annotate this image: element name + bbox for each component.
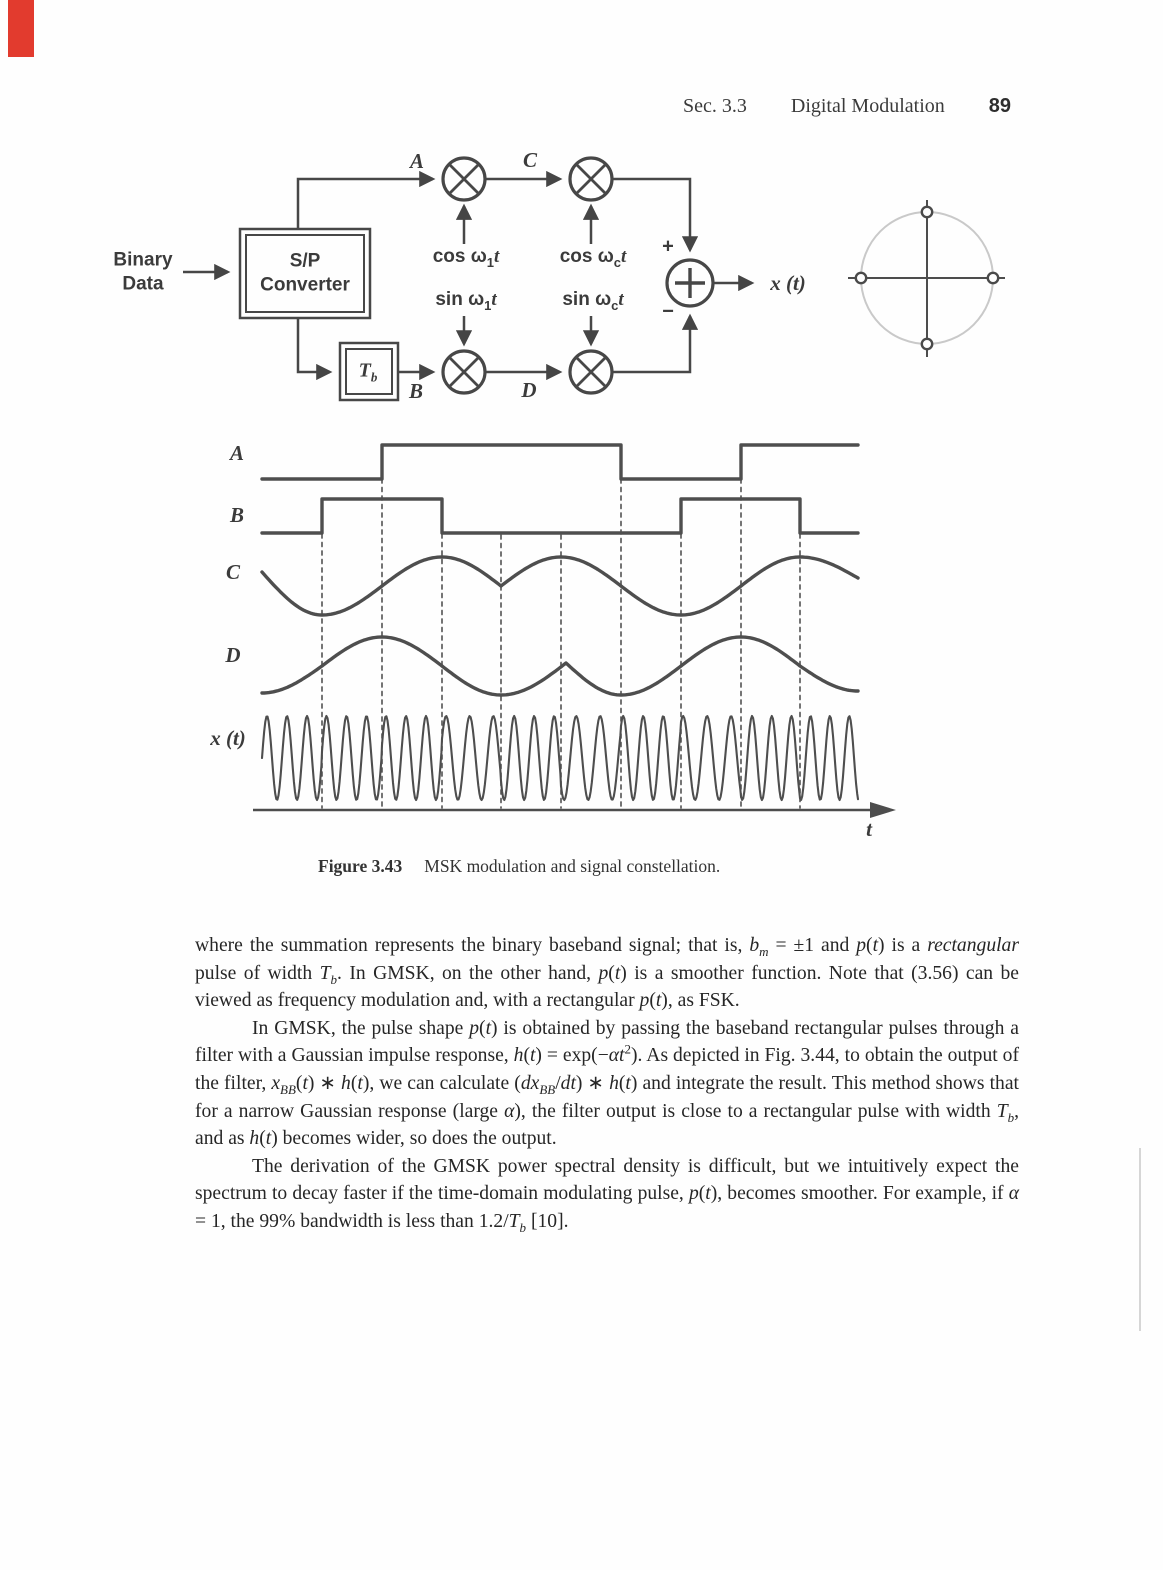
- carrier-wave-xt: [262, 716, 858, 800]
- to-summer-bottom: [612, 316, 690, 372]
- diagram-label-a: A: [409, 148, 425, 173]
- trace-label-xt: x (t): [210, 725, 246, 750]
- mixer-3-x: [449, 357, 479, 387]
- paragraph-1: where the summation represents the binary baseband signal; that is, $b_m = \pm 1$ and p(t) is a rectangular pulse of width $T_b$. In GMSK, on the other hand, p(t) is a smoother function. Note that (3.56) can be viewed as frequency modulation and, with a rectangular p(t), as FSK.: [195, 935, 1020, 1012]
- paragraph-3: The derivation of the GMSK power spectral density is difficult, but we intuitively expect the spectrum to decay faster if the time-domain modulating pulse, p(t), becomes smoother. For example, if α = 1, the 99% bandwidth is less than $1.2/T_b$ [10].: [195, 1155, 1019, 1235]
- smooth-wave-D: [262, 637, 858, 695]
- summer-minus-sign: −: [662, 300, 674, 323]
- figure-caption-number: Figure 3.43: [318, 856, 403, 876]
- sin-omegac-label: $\sin \omega_ct$: [562, 288, 624, 313]
- constellation-point-top: [922, 207, 932, 217]
- waveform-traces: [262, 445, 858, 808]
- sp-converter-label: S/P Converter: [260, 250, 350, 295]
- figure-caption: [318, 856, 720, 877]
- figure-caption-text: MSK modulation and signal constellation.: [424, 856, 721, 876]
- diagram-label-b: B: [408, 378, 424, 403]
- time-axis: [253, 802, 896, 818]
- square-wave-B: [262, 499, 858, 533]
- trace-label-b: B: [229, 502, 245, 527]
- square-wave-A: [262, 445, 858, 479]
- to-summer-top: [612, 179, 690, 250]
- constellation-axes: [848, 200, 1005, 357]
- trace-label-d: D: [225, 642, 241, 667]
- output-xt-label: x (t): [770, 270, 806, 295]
- constellation-point-bottom: [922, 339, 932, 349]
- trace-label-a: A: [229, 440, 245, 465]
- input-signal-label: Binary Data: [113, 249, 173, 294]
- trace-label-c: C: [225, 559, 241, 584]
- time-axis-label: t: [866, 816, 872, 841]
- constellation-point-left: [856, 273, 866, 283]
- branch-a-line: [298, 179, 433, 229]
- paragraph-2: In GMSK, the pulse shape p(t) is obtained by passing the baseband rectangular pulses through a filter with a Gaussian impulse response, $h(t) = \exp(-\alpha t^2)$. As depicted in Fig. 3.44, to obtain the output of the filter, $x_{BB}(t)$ ∗ h(t), we can calculate $(dx_{BB}/dt)$ ∗ h(t) and integrate the result. This method shows that for a narrow Gaussian response (large α), the filter output is close to a rectangular pulse with width $T_b$, and as h(t) becomes wider, so does the output.: [195, 1017, 1019, 1150]
- summer-plus-sign: +: [662, 235, 674, 258]
- page-number: 89: [988, 95, 1011, 117]
- branch-to-tb: [298, 318, 330, 372]
- mixer-4-x: [576, 357, 606, 387]
- cos-omegac-label: $\cos \omega_ct$: [559, 245, 627, 270]
- chapter-title: Digital Modulation: [790, 95, 945, 117]
- diagram-label-d: D: [521, 377, 537, 402]
- section-number: Sec. 3.3: [683, 95, 747, 117]
- time-axis-arrowhead: [870, 802, 896, 818]
- tb-box-label: $T_b$: [358, 359, 378, 385]
- summer-plus: [675, 268, 705, 298]
- sin-omega1-label: $\sin \omega_1t$: [435, 288, 497, 313]
- smooth-wave-C: [262, 557, 858, 615]
- constellation-point-right: [988, 273, 998, 283]
- body-text: [195, 932, 1019, 1236]
- diagram-label-c: C: [522, 147, 538, 172]
- cos-omega1-label: $\cos \omega_1t$: [432, 245, 500, 270]
- mixer-1-x: [449, 164, 479, 194]
- constellation: [848, 200, 1005, 357]
- mixer-2-x: [576, 164, 606, 194]
